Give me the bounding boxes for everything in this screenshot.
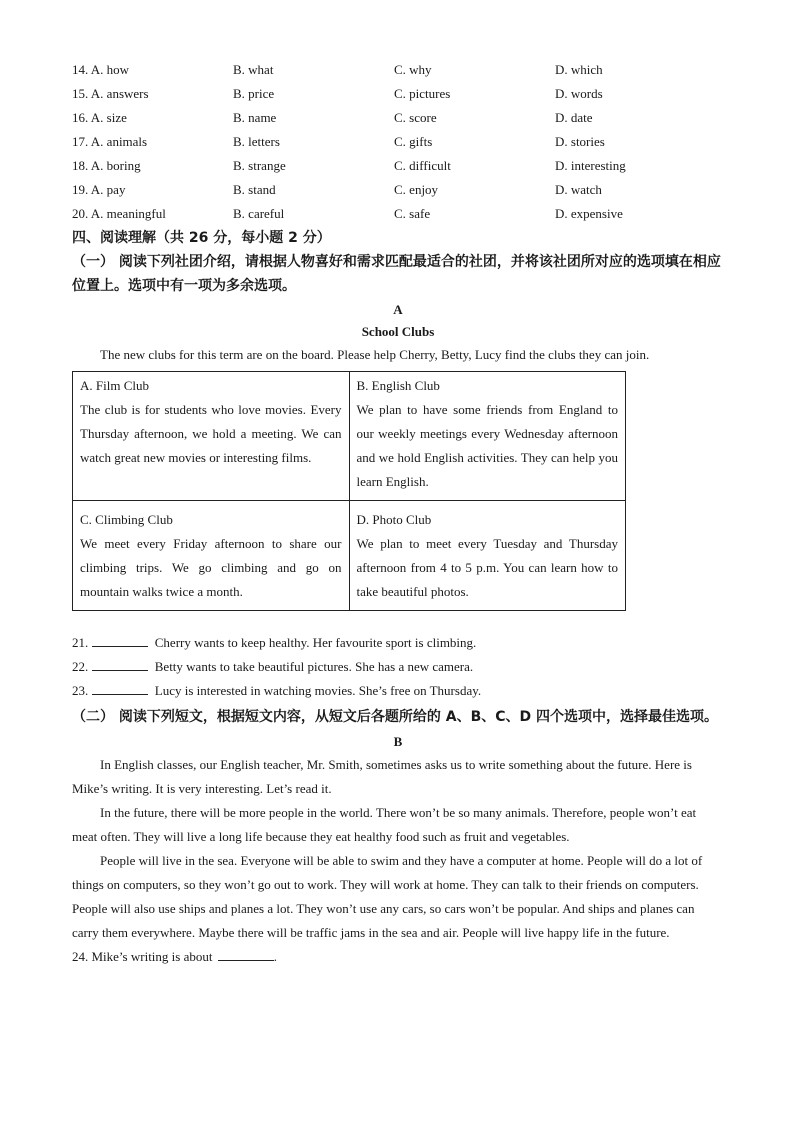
question-22 [72,655,724,679]
option-a: 17. A. animals [72,134,148,149]
section-title: 四、阅读理解（共 26 分，每小题 2 分） [72,230,331,246]
option-d: D. watch [555,182,602,197]
option-row-19 [72,178,724,202]
club-cell-climbing [73,501,350,611]
club-description: We plan to have some friends from England to our weekly meetings every Wednesday afternoon and we hold English activities. They can help you learn English. [356,402,618,489]
option-b: B. name [233,110,277,125]
club-cell-film [73,372,350,501]
option-a: 14. A. how [72,62,130,77]
option-row-17 [72,130,724,154]
question-number: 22. [72,659,89,674]
answer-blank[interactable] [92,633,148,647]
club-description: The club is for students who love movies. Every Thursday afternoon, we hold a meeting. We can watch great new movies or interesting films. [80,402,342,465]
question-suffix: . [273,949,277,964]
option-c: C. difficult [394,158,451,173]
club-description: We meet every Friday afternoon to share our climbing trips. We go climbing and go on mountain walks twice a month. [80,536,342,599]
option-a: 16. A. size [72,110,127,125]
passage-letter-a: A [393,302,403,317]
club-cell-photo [349,501,626,611]
option-d: D. expensive [555,206,623,221]
option-c: C. why [394,62,432,77]
option-row-15 [72,82,724,106]
club-name: C. Climbing Club [80,512,173,527]
option-d: D. date [555,110,593,125]
question-text: 24. Mike’s writing is about [72,949,213,964]
part1-instruction: （一） 阅读下列社团介绍，请根据人物喜好和需求匹配最适合的社团，并将该社团所对应的选项填在相应位置上。选项中有一项为多余选项。 [72,254,721,294]
option-b: B. price [233,86,275,101]
passage-intro: The new clubs for this term are on the board. Please help Cherry, Betty, Lucy find the clubs they can join. [100,347,650,362]
option-a: 18. A. boring [72,158,141,173]
passage-heading: School Clubs [361,324,435,339]
passage-letter-b: B [393,734,403,749]
option-b: B. careful [233,206,285,221]
question-text: Betty wants to take beautiful pictures. She has a new camera. [154,659,474,674]
option-d: D. words [555,86,603,101]
passage-paragraph-2: In the future, there will be more people in the world. There won’t be so many animals. Therefore, people won’t eat meat often. They will live a long life because they eat healthy food such as fruit and vegetables. [72,805,697,844]
passage-paragraph-3: People will live in the sea. Everyone will be able to swim and they have a computer at home. People will do a lot of things on computers, so they won’t go out to work. They will work at home. They can talk to their friends on computers. People will also use ships and planes a lot. They won’t use any cars, so cars won’t be popular. And ships and planes can carry them everywhere. Maybe there will be traffic jams in the sea and air. People will live happy life in the future. [72,853,703,940]
option-row-18 [72,154,724,178]
question-23 [72,679,724,703]
matching-questions [72,631,724,703]
option-b: B. letters [233,134,280,149]
option-row-16 [72,106,724,130]
option-c: C. score [394,110,437,125]
exam-page [72,58,724,969]
option-a: 20. A. meaningful [72,206,166,221]
option-row-20 [72,202,724,226]
option-b: B. stand [233,182,276,197]
option-d: D. stories [555,134,605,149]
option-a: 19. A. pay [72,182,126,197]
option-b: B. what [233,62,274,77]
club-cell-english [349,372,626,501]
option-c: C. enjoy [394,182,439,197]
option-row-14 [72,58,724,82]
option-c: C. gifts [394,134,433,149]
part2-instruction: （二） 阅读下列短文，根据短文内容，从短文后各题所给的 A、B、C、D 四个选项中，选择最佳选项。 [72,709,719,725]
answer-blank[interactable] [92,681,148,695]
option-c: C. pictures [394,86,451,101]
question-21 [72,631,724,655]
option-a: 15. A. answers [72,86,149,101]
question-text: Lucy is interested in watching movies. She’s free on Thursday. [154,683,482,698]
question-number: 21. [72,635,89,650]
clubs-table [72,371,626,611]
passage-paragraph-1: In English classes, our English teacher, Mr. Smith, sometimes asks us to write something about the future. Here is Mike’s writing. It is very interesting. Let’s read it. [72,757,692,796]
option-c: C. safe [394,206,431,221]
options-list [72,58,724,226]
option-d: D. which [555,62,603,77]
option-d: D. interesting [555,158,626,173]
option-b: B. strange [233,158,286,173]
answer-blank[interactable] [92,657,148,671]
club-name: B. English Club [356,378,440,393]
question-text: Cherry wants to keep healthy. Her favourite sport is climbing. [154,635,477,650]
club-description: We plan to meet every Tuesday and Thursday afternoon from 4 to 5 p.m. You can learn how to take beautiful photos. [356,536,618,599]
question-number: 23. [72,683,89,698]
club-name: A. Film Club [80,378,149,393]
club-name: D. Photo Club [356,512,432,527]
question-24 [72,945,724,969]
answer-blank[interactable] [218,947,274,961]
